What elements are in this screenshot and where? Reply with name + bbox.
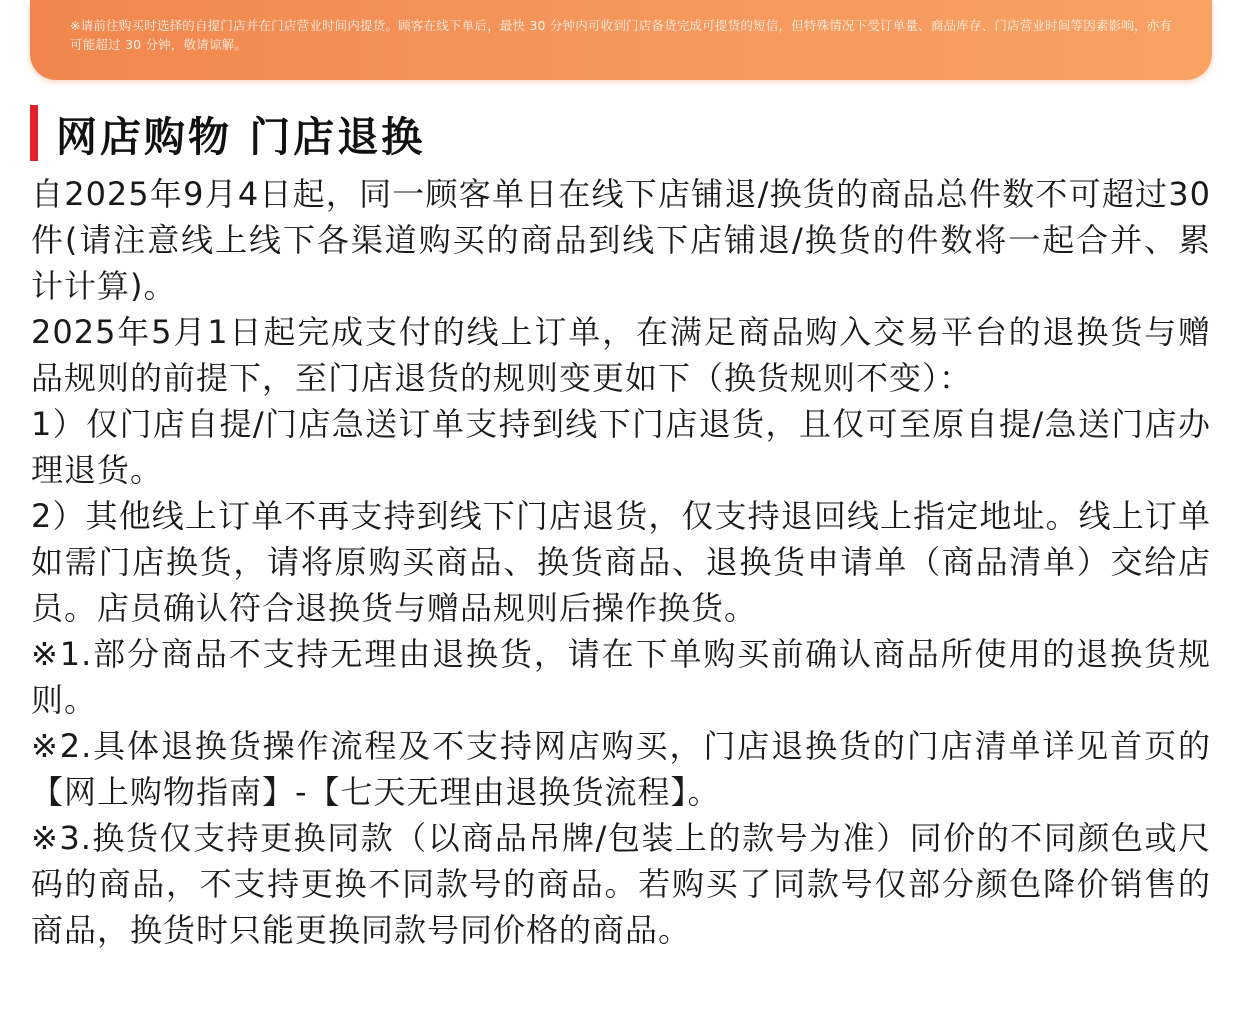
policy-paragraph-rule-change: 2025年5月1日起完成支付的线上订单，在满足商品购入交易平台的退换货与赠品规则的前提下，至门店退货的规则变更如下（换货规则不变）： (31, 313, 1211, 397)
policy-note-3: ※3.换货仅支持更换同款（以商品吊牌/包装上的款号为准）同价的不同颜色或尺码的商品，不支持更换不同款号的商品。若购买了同款号仅部分颜色降价销售的商品，换货时只能更换同款号同价格的商品。 (31, 819, 1211, 949)
policy-paragraph-item-2: 2）其他线上订单不再支持到线下门店退货，仅支持退回线上指定地址。线上订单如需门店换货，请将原购买商品、换货商品、退换货申请单（商品清单）交给店员。店员确认符合退换货与赠品规则后操作换货。 (31, 497, 1211, 627)
policy-paragraph-daily-limit: 自2025年9月4日起，同一顾客单日在线下店铺退/换货的商品总件数不可超过30件(请注意线上线下各渠道购买的商品到线下店铺退/换货的件数将一起合并、累计计算)。 (31, 175, 1211, 305)
pickup-notice-banner (30, 0, 1212, 80)
policy-paragraph-item-1: 1）仅门店自提/门店急送订单支持到线下门店退货，且仅可至原自提/急送门店办理退货。 (31, 405, 1211, 489)
policy-note-2: ※2.具体退换货操作流程及不支持网店购买，门店退换货的门店清单详见首页的【网上购物指南】-【七天无理由退换货流程】。 (31, 727, 1211, 811)
heading-accent-bar (30, 105, 38, 161)
policy-content (31, 171, 1211, 953)
policy-note-1: ※1.部分商品不支持无理由退换货，请在下单购买前确认商品所使用的退换货规则。 (31, 635, 1211, 719)
pickup-notice-text: ※请前往购买时选择的自提门店并在门店营业时间内提货。顾客在线下单后，最快 30 分钟内可收到门店备货完成可提货的短信，但特殊情况下受订单量、商品库存、门店营业时间等因素影响，亦有可能超过 30 分钟，敬请谅解。 (70, 18, 1173, 52)
section-title: 网店购物 门店退换 (56, 112, 426, 161)
section-heading (30, 105, 425, 161)
